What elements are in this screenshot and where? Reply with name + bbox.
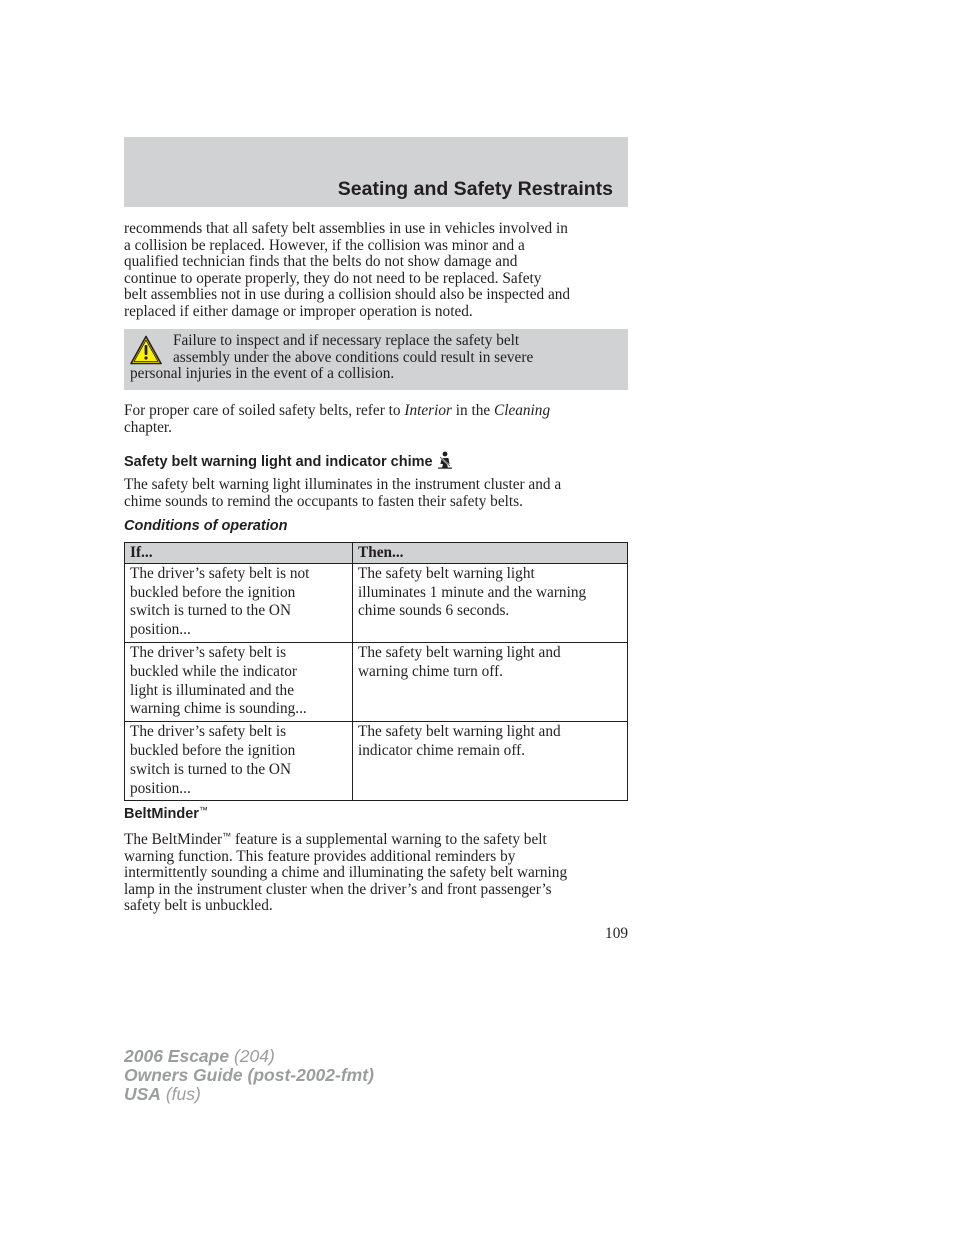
cell-line: The driver’s safety belt is: [130, 643, 287, 661]
text-line: warning function. This feature provides additional reminders by: [124, 847, 516, 865]
cell-line: indicator chime remain off.: [358, 741, 526, 759]
cell-line: The safety belt warning light and: [358, 643, 561, 661]
table-header-row: [125, 543, 628, 564]
warning-line: Failure to inspect and if necessary replace the safety belt: [173, 332, 520, 349]
text-line: [124, 403, 628, 420]
footer-market-code: (fus): [160, 1084, 201, 1104]
beltminder-paragraph: [124, 828, 628, 915]
beltminder-text: feature is a supplemental warning to the safety belt: [231, 831, 547, 848]
beltminder-heading: [124, 805, 208, 822]
cell-line: The safety belt warning light: [358, 564, 535, 582]
cell-line: light is illuminated and the: [130, 681, 294, 699]
cell-line: illuminates 1 minute and the warning: [358, 583, 587, 601]
table-cell-if: [125, 722, 353, 801]
text-line: a collision be replaced. However, if the collision was minor and a: [124, 236, 525, 254]
care-paragraph: [124, 403, 628, 436]
cell-line: warning chime turn off.: [358, 662, 503, 680]
warning-line: personal injuries in the event of a collision.: [130, 365, 395, 382]
table-row: [125, 563, 628, 642]
text-line: replaced if either damage or improper operation is noted.: [124, 302, 473, 320]
warning-light-paragraph: [124, 477, 628, 510]
cell-line: The safety belt warning light and: [358, 723, 561, 741]
cell-line: switch is turned to the ON: [130, 602, 292, 620]
section-header-band: [124, 137, 628, 207]
cell-line: switch is turned to the ON: [130, 760, 292, 778]
trademark-symbol: ™: [198, 805, 208, 815]
seatbelt-icon: [437, 451, 453, 469]
intro-paragraph: [124, 221, 628, 320]
table-row: [125, 642, 628, 721]
footer-market: USA: [124, 1084, 161, 1104]
table-cell-then: [353, 563, 628, 642]
text-line: The safety belt warning light illuminates in the instrument cluster and a: [124, 476, 562, 493]
cell-line: chime sounds 6 seconds.: [358, 602, 510, 620]
text-line: chime sounds to remind the occupants to fasten their safety belts.: [124, 492, 523, 510]
trademark-symbol: ™: [222, 831, 232, 841]
warning-line: assembly under the above conditions could result in severe: [173, 348, 534, 366]
conditions-table: [124, 542, 628, 801]
footer-guide: Owners Guide (post-2002-fmt): [124, 1065, 374, 1085]
section-title: Seating and Safety Restraints: [337, 178, 613, 200]
table-cell-then: [353, 642, 628, 721]
heading-text: BeltMinder: [124, 806, 199, 822]
footer-line: [124, 1047, 374, 1066]
care-italic-interior: Interior: [404, 402, 452, 419]
cell-line: warning chime is sounding...: [130, 700, 307, 718]
care-text: For proper care of soiled safety belts, refer to: [124, 402, 405, 419]
text-line: chapter.: [124, 418, 172, 436]
text-line: qualified technician finds that the belts do not show damage and: [124, 253, 518, 270]
document-footer: [124, 1047, 374, 1104]
conditions-heading: Conditions of operation: [124, 518, 288, 534]
cell-line: buckled before the ignition: [130, 583, 296, 601]
text-line: lamp in the instrument cluster when the driver’s and front passenger’s: [124, 880, 552, 898]
warning-light-heading: [124, 451, 453, 470]
text-line: continue to operate properly, they do not need to be replaced. Safety: [124, 269, 542, 287]
heading-text: Safety belt warning light and indicator chime: [124, 454, 433, 470]
cell-line: The driver’s safety belt is not: [130, 564, 310, 582]
care-text: in the: [451, 402, 494, 419]
table-cell-if: [125, 563, 353, 642]
cell-line: position...: [130, 621, 191, 639]
footer-line: [124, 1066, 374, 1085]
table-cell-then: [353, 722, 628, 801]
table-cell-if: [125, 642, 353, 721]
footer-line: [124, 1085, 374, 1104]
column-header-then: Then...: [353, 543, 628, 564]
cell-line: position...: [130, 779, 191, 797]
page-number: 109: [605, 925, 628, 942]
text-line: recommends that all safety belt assemblies in use in vehicles involved in: [124, 220, 568, 237]
footer-code: (204): [229, 1046, 275, 1066]
warning-box: [124, 329, 628, 390]
text-line: safety belt is unbuckled.: [124, 897, 273, 914]
text-line: [124, 828, 628, 849]
care-italic-cleaning: Cleaning: [494, 402, 551, 419]
footer-model: 2006 Escape: [124, 1046, 230, 1066]
text-line: intermittently sounding a chime and illuminating the safety belt warning: [124, 864, 568, 881]
text-line: belt assemblies not in use during a collision should also be inspected and: [124, 286, 571, 303]
column-header-if: If...: [125, 543, 353, 564]
warning-text: [130, 333, 533, 383]
beltminder-text: The BeltMinder: [124, 831, 223, 848]
cell-line: The driver’s safety belt is: [130, 723, 287, 741]
table-row: [125, 722, 628, 801]
cell-line: buckled before the ignition: [130, 741, 296, 759]
cell-line: buckled while the indicator: [130, 662, 297, 680]
